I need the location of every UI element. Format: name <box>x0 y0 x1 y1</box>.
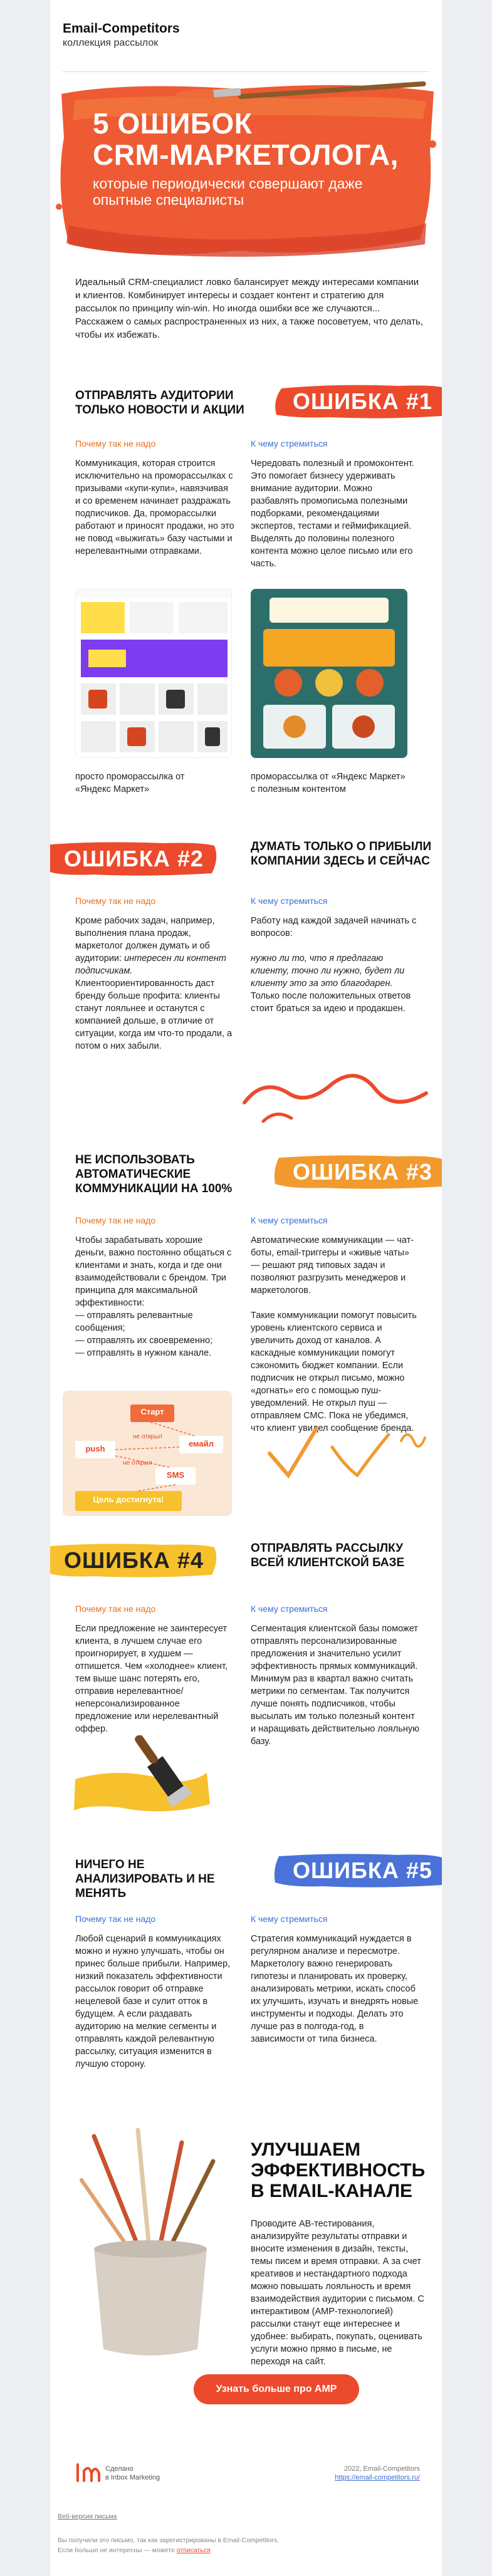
footer-legal-line-1: Вы получили это письмо, так как зарегистрированы в Email-Competitors. <box>58 2537 280 2544</box>
error-5-why-text: Любой сценарий в коммуникациях можно и нужно улучшать, чтобы он принес больше прибыли. Например, низкий показатель эффективности рассылок говорит об отправке нецелевой базе и сулит отток в будущем. А если раздавать аудиторию на мелкие сегменты и отправлять каждой релевантную рассылку, ситуация изменится в лучшую сторону. <box>75 1934 231 2069</box>
error-1-why-text: Коммуникация, которая строится исключительно на проморассылках с призывами «купи-купи», навязчивая и со временем начинает раздражать подписчиков. Да, проморассылки работают и приносят продажи, но это не повод «выжигать» базу частыми и нерелевантными отправками. <box>75 459 234 556</box>
error-5-goal-text: Стратегия коммуникаций нуждается в регулярном анализе и пересмотре. Маркетологу важно генерировать гипотезы и планировать их проверку, анализировать метрики, искать способ их улучшить, изучать и внедрять новые инструменты и подходы. Делать это лучше раз в полгода-год, в зависимости от типа бизнеса. <box>251 1934 419 2044</box>
error-3-why-text: Чтобы зарабатывать хорошие деньги, важно постоянно общаться с клиентами и знать, когда и где они взаимодействовали с брендом. Три принципа для максимальной эффективности: — отправлять релевантные сообщения; — отправлять их своевременно; — отправлять в нужном канале. <box>75 1235 232 1358</box>
orange-squiggle-decoration <box>238 1059 439 1134</box>
error-3-why-heading: Почему так не надо <box>75 1215 156 1225</box>
error-5-title: НИЧЕГО НЕ АНАЛИЗИРОВАТЬ И НЕ МЕНЯТЬ <box>75 1858 215 1900</box>
web-version-link[interactable]: Веб-версия письма <box>58 2513 117 2520</box>
yandex-useful-mockup <box>251 589 407 758</box>
hero-subtitle: которые периодически совершают даже опытные специалисты <box>93 175 363 208</box>
inbox-marketing-logo[interactable] <box>75 2462 100 2483</box>
error-3-title: НЕ ИСПОЛЬЗОВАТЬ АВТОМАТИЧЕСКИЕ КОММУНИКАЦИИ НА 100% <box>75 1153 233 1195</box>
error-3-goal-heading: К чему стремиться <box>251 1215 328 1225</box>
unsubscribe-link[interactable]: отписаться <box>176 2547 211 2554</box>
footer-legal-line-2: Если больше не интересны — можете отписаться <box>58 2547 211 2554</box>
error-5-why-heading: Почему так не надо <box>75 1914 156 1924</box>
brand-subtitle: коллекция рассылок <box>63 38 159 48</box>
cascade-flow-diagram <box>63 1391 232 1516</box>
error-2-goal-text: Работу над каждой задачей начинать с вопросов: нужно ли то, что я предлагаю клиенту, точно ли нужно, будет ли клиенту это за это благодарен. Только после положительных ответов стоит браться за идею и продакшен. <box>251 916 417 1014</box>
error-2-badge: ОШИБКА #2 <box>50 839 219 877</box>
error-5-goal-heading: К чему стремиться <box>251 1914 328 1924</box>
flow-email: емайл <box>189 1439 214 1448</box>
footer-made-by: Сделано в Inbox Marketing <box>105 2465 160 2481</box>
hero-title: 5 ОШИБОК CRM-МАРКЕТОЛОГА, <box>93 107 399 171</box>
flow-not-opened-2: не открыл <box>123 1460 152 1467</box>
error-2-title: ДУМАТЬ ТОЛЬКО О ПРИБЫЛИ КОМПАНИИ ЗДЕСЬ И СЕЙЧАС <box>251 840 432 868</box>
footer-copyright: 2022, Email-Competitors https://email-competitors.ru/ <box>313 2464 420 2482</box>
flow-not-opened-1: не открыл <box>133 1433 162 1440</box>
email-header <box>50 0 442 72</box>
brushes-in-cup-illustration <box>69 2124 232 2362</box>
error-1-goal-heading: К чему стремиться <box>251 439 328 449</box>
error-2-goal-heading: К чему стремиться <box>251 896 328 906</box>
hero-banner <box>50 75 442 263</box>
outro-title: УЛУЧШАЕМ ЭФФЕКТИВНОСТЬ В EMAIL-КАНАЛЕ <box>251 2139 426 2201</box>
error-1-why-heading: Почему так не надо <box>75 439 156 449</box>
error-3-goal-text: Автоматические коммуникации — чат-боты, email-триггеры и «живые чаты» — решают ряд типовых задач и позволяют разгрузить менеджеров и маркетологов. Такие коммуникации помогут повысить уровень клиентского сервиса и увеличить доход от каналов. А каскадные коммуникации помогут сэкономить бюджет компании. Если подписчик не открыл письмо, можно «догнать» его с помощью пуш-уведомлений. Не открыл пуш — отправляем СМС. Пока не убедимся, что клиент увидел сообщение бренда. <box>251 1235 417 1433</box>
error-4-title: ОТПРАВЛЯТЬ РАССЫЛКУ ВСЕЙ КЛИЕНТСКОЙ БАЗЕ <box>251 1542 405 1569</box>
error-5-badge: ОШИБКА #5 <box>273 1851 442 1889</box>
error-1-goal-text: Чередовать полезный и промоконтент. Это помогает бизнесу удерживать внимание аудитории. Можно разбавлять промописьма полезными подборками, рекомендациями экспертов, тестами и геймификацией. Выделять до половины полезного контента можно целое письмо или его часть. <box>251 459 414 569</box>
error-4-why-text: Если предложение не заинтересует клиента, в лучшем случае его проигнорирует, в худшем — отпишется. Чем «холоднее» клиент, тем выше шанс потерять его, отправив нерелевантное/неперсонализированное предложение или нерелевантный оффер. <box>75 1624 228 1734</box>
error-4-badge: ОШИБКА #4 <box>50 1541 219 1579</box>
flow-goal-reached: Цель достигнута! <box>93 1495 164 1504</box>
learn-more-amp-button[interactable]: Узнать больше про AMP <box>194 2374 359 2404</box>
error-4-why-heading: Почему так не надо <box>75 1604 156 1614</box>
error-1-caption-right: проморассылка от «Яндекс Маркет» с полезным контентом <box>251 772 406 794</box>
email-body <box>50 0 442 2576</box>
error-3-badge: ОШИБКА #3 <box>273 1153 442 1190</box>
paint-brush-illustration <box>63 1735 238 1836</box>
error-2-why-text: Кроме рабочих задач, например, выполнения плана продаж, маркетолог должен думать и об аудитории: интересен ли контент подписчикам. Клиентоориентированность даст бренду больше профита: клиенты станут лояльнее и останутся с компанией дольше, в отличие от ситуации, когда им что-то продали, а потом о них забыли. <box>75 916 233 1051</box>
brand-name[interactable]: Email-Competitors <box>63 21 180 36</box>
error-4-goal-text: Сегментация клиентской базы поможет отправлять персонализированные предложения и значительно усилит эффективность прямых коммуникаций. Минимум раз в квартал важно считать метрики по сегментам. Так получится лучше понять подписчиков, чтобы высылать им только полезный контент и наращивать действительно лояльную базу. <box>251 1624 420 1747</box>
error-1-title: ОТПРАВЛЯТЬ АУДИТОРИИ ТОЛЬКО НОВОСТИ И АКЦИИ <box>75 389 244 417</box>
footer-site-link[interactable]: https://email-competitors.ru/ <box>335 2474 420 2481</box>
error-1-caption-left: просто проморассылка от «Яндекс Маркет» <box>75 772 185 794</box>
check-marks-decoration <box>257 1416 432 1497</box>
error-1-badge: ОШИБКА #1 <box>273 382 442 420</box>
intro-text: Идеальный CRM-специалист ловко балансирует между интересами компании и клиентов. Комбинирует интересы и создает контент и стратегию для рассылок по принципу win-win. Но иногда ошибки все же случаются... Расскажем о самых распространенных из них, а также посоветуем, что делать, чтобы их избежать. <box>75 277 424 340</box>
yandex-promo-mockup <box>75 589 232 758</box>
flow-push: push <box>85 1444 105 1453</box>
flow-start: Старт <box>140 1407 164 1416</box>
error-4-goal-heading: К чему стремиться <box>251 1604 328 1614</box>
flow-sms: SMS <box>166 1470 185 1480</box>
divider <box>63 71 429 72</box>
outro-text: Проводите AB-тестирования, анализируйте результаты отправки и вносите изменения в дизайн, тексты, темы писем и время отправки. А за счет креативов и нестандартного подхода можно повышать лояльность и время взаимодействия аудитории с письмом. С интерактивом (AMP-технологией) рассылки станут еще интереснее и удобнее: выбирать, покупать, оценивать услуги можно прямо в письме, не переходя на сайт. <box>251 2219 424 2367</box>
error-2-why-heading: Почему так не надо <box>75 896 156 906</box>
